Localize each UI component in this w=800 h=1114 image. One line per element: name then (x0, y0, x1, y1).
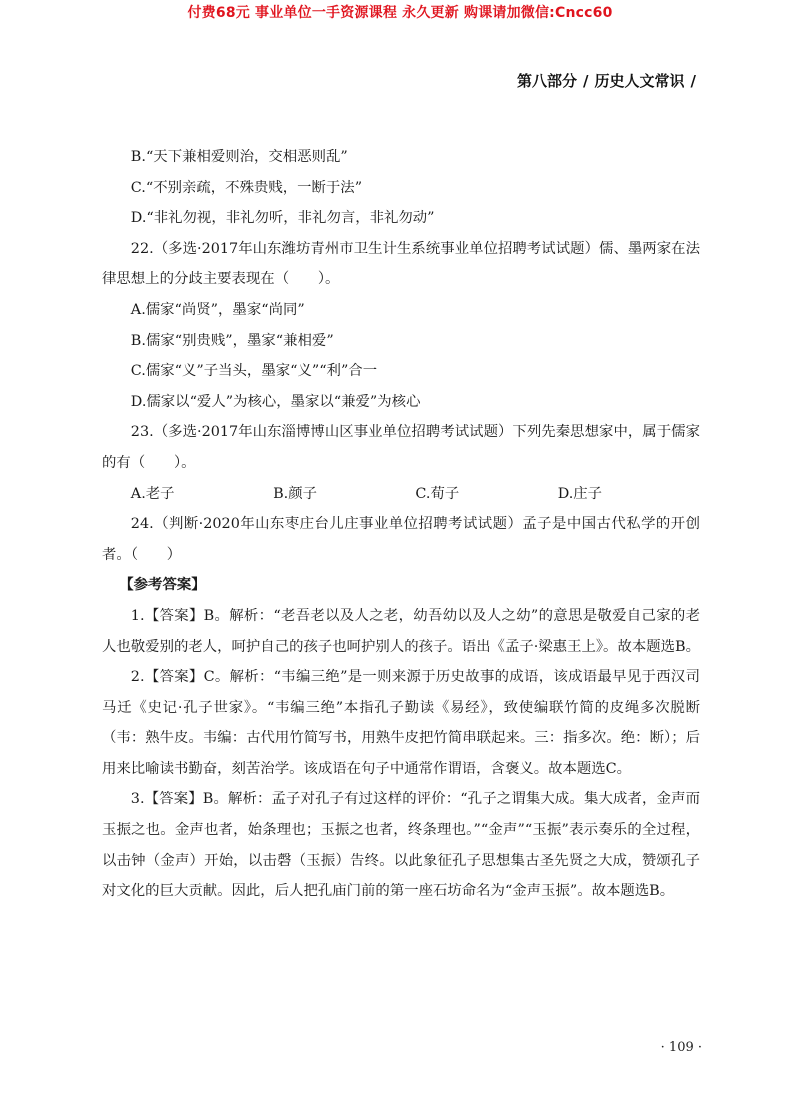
q24-stem: 24.（判断·2020年山东枣庄台儿庄事业单位招聘考试试题）孟子是中国古代私学的开创者。（ ） (102, 516, 700, 563)
answers-heading: 【参考答案】 (119, 577, 206, 594)
q22-option-d: D.儒家以“爱人”为核心，墨家以“兼爱”为核心 (130, 393, 421, 410)
answer-1: 1.【答案】B。解析：“老吾老以及人之老，幼吾幼以及人之幼”的意思是敬爱自己家的老人也敬爱别的老人，呵护自己的孩子也呵护别人的孩子。语出《孟子·梁惠王上》。故本题选B。 (102, 607, 700, 655)
header-slash-left: / (583, 72, 589, 90)
answer-2: 2.【答案】C。解析：“韦编三绝”是一则来源于历史故事的成语，该成语最早见于西汉司马迁《史记·孔子世家》。“韦编三绝”本指孔子勤读《易经》，致使编联竹简的皮绳多次脱断（韦：熟牛皮。韦编：古代用竹简写书，用熟牛皮把竹简串联起来。三：指多次。绝：断）；后用来比喻读书勤奋，刻苦治学。该成语在句子中通常作谓语，含褒义。故本题选C。 (102, 669, 700, 777)
q22-option-c: C.儒家“义”子当头，墨家“义”“利”合一 (130, 363, 378, 380)
page-number: · 109 · (660, 1040, 702, 1055)
q22-option-a: A.儒家“尚贤”，墨家“尚同” (130, 301, 305, 318)
header-slash-right: / (690, 72, 696, 90)
section-title: 历史人文常识 (594, 72, 685, 90)
q22-option-b: B.儒家“别贵贱”，墨家“兼相爱” (130, 332, 334, 349)
q23-option-a: A.老子 (130, 485, 175, 502)
section-part: 第八部分 (517, 72, 578, 90)
q23-option-c: C.荀子 (415, 485, 460, 502)
q21-option-c: C.“不别亲疏，不殊贵贱，一断于法” (130, 179, 363, 196)
q23-options (102, 479, 700, 510)
answer-3: 3.【答案】B。解析：孟子对孔子有过这样的评价：“孔子之谓集大成。集大成者，金声而玉振之也。金声也者，始条理也；玉振之也者，终条理也。”“金声”“玉振”表示奏乐的全过程，以击钟（金声）开始，以击磬（玉振）告终。以此象征孔子思想集古圣先贤之大成，赞颂孔子对文化的巨大贡献。因此，后人把孔庙门前的第一座石坊命名为“金声玉振”。故本题选B。 (102, 791, 700, 900)
q22-stem: 22.（多选·2017年山东潍坊青州市卫生计生系统事业单位招聘考试试题）儒、墨两家在法律思想上的分歧主要表现在（ ）。 (102, 240, 700, 288)
q23-stem: 23.（多选·2017年山东淄博博山区事业单位招聘考试试题）下列先秦思想家中，属于儒家的有（ ）。 (102, 424, 700, 471)
promo-banner: 付费68元 事业单位一手资源课程 永久更新 购课请加微信:Cncc60 (187, 5, 613, 21)
q23-option-b: B.颜子 (273, 485, 318, 502)
q21-option-b: B.“天下兼相爱则治，交相恶则乱” (130, 149, 348, 165)
section-header (517, 70, 702, 91)
page-content (102, 142, 700, 907)
q21-option-d: D.“非礼勿视，非礼勿听，非礼勿言，非礼勿动” (130, 210, 435, 227)
q23-option-d: D.庄子 (557, 485, 603, 502)
